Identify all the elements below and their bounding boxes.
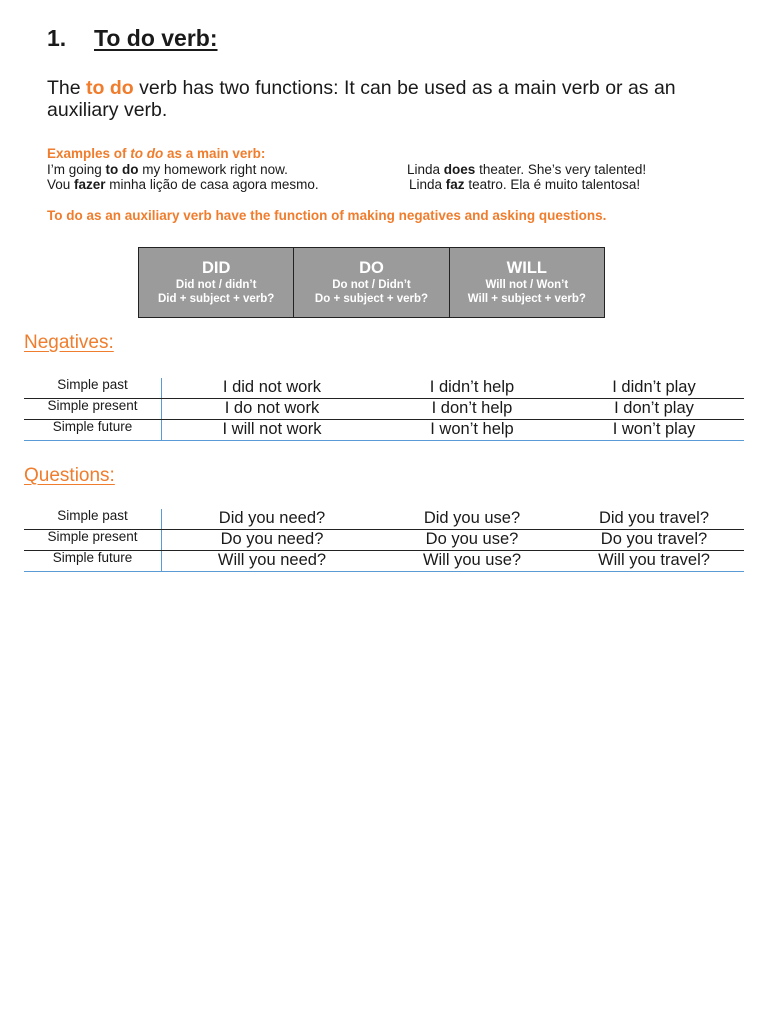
table-row	[24, 509, 744, 530]
table-cell: Do you need?	[220, 530, 324, 548]
tense-label: Simple present	[47, 398, 138, 413]
table-cell: Will you use?	[422, 551, 522, 569]
example-text: minha lição de casa agora mesmo.	[105, 177, 319, 192]
intro-text-end: verb has two functions: It can be used as a main verb or as an auxiliary verb.	[47, 77, 676, 121]
example-text: my homework right now.	[138, 162, 288, 177]
example-line-right-1	[407, 162, 646, 177]
aux-question-form: Do + subject + verb?	[314, 293, 429, 305]
table-cell: Do you use?	[425, 530, 519, 548]
table-cell: Do you travel?	[600, 530, 708, 548]
example-line-left-2	[47, 177, 319, 192]
table-cell: Will you travel?	[598, 551, 710, 569]
example-text: Vou	[47, 177, 75, 192]
table-row	[24, 399, 744, 420]
table-cell: I won’t help	[430, 420, 514, 438]
table-cell: I did not work	[222, 378, 322, 396]
example-bold: fazer	[74, 177, 106, 192]
example-text: Linda	[407, 162, 444, 177]
example-text: I’m going	[47, 162, 106, 177]
example-bold: faz	[445, 177, 465, 192]
section-number: 1.	[47, 25, 67, 51]
aux-title: DID	[201, 259, 231, 277]
aux-negative-form: Will not / Won’t	[485, 279, 569, 291]
tense-label: Simple present	[47, 529, 138, 544]
example-bold: does	[443, 162, 476, 177]
questions-title: Questions:	[24, 465, 115, 486]
example-line-right-2	[409, 177, 640, 192]
column-divider	[161, 509, 162, 529]
aux-cell-did	[139, 248, 294, 317]
aux-title: WILL	[506, 259, 547, 277]
section-title: To do verb:	[94, 25, 218, 51]
tense-label: Simple future	[52, 550, 133, 565]
aux-title: DO	[359, 259, 384, 277]
column-divider	[161, 530, 162, 550]
table-cell: I do not work	[224, 399, 320, 417]
column-divider	[161, 399, 162, 419]
table-cell: Did you use?	[423, 509, 521, 527]
example-text: theater. She’s very talented!	[475, 162, 647, 177]
negatives-table	[24, 378, 744, 441]
table-cell: I will not work	[222, 420, 322, 438]
table-cell: Did you travel?	[598, 509, 710, 527]
examples-heading-italic: to do	[130, 146, 164, 161]
examples-heading	[47, 146, 265, 161]
table-row	[24, 530, 744, 551]
table-cell: I didn’t play	[612, 378, 696, 396]
table-cell: Did you need?	[218, 509, 326, 527]
table-row	[24, 420, 744, 441]
examples-heading-end: as a main verb:	[163, 146, 266, 161]
tense-label: Simple future	[52, 419, 133, 434]
example-line-left-1	[47, 162, 288, 177]
aux-cell-do	[294, 248, 449, 317]
example-text: Linda	[409, 177, 446, 192]
intro-highlight: to do	[86, 77, 134, 99]
questions-table	[24, 509, 744, 572]
examples-heading-start: Examples of	[47, 146, 131, 161]
intro-text-start: The	[47, 77, 87, 99]
table-row	[24, 551, 744, 572]
aux-question-form: Did + subject + verb?	[158, 293, 275, 305]
aux-cell-will	[450, 248, 604, 317]
aux-negative-form: Did not / didn’t	[175, 279, 257, 291]
intro-paragraph	[47, 77, 737, 121]
auxiliary-verb-table	[138, 247, 605, 318]
table-cell: I don’t help	[431, 399, 513, 417]
column-divider	[161, 420, 162, 440]
example-bold: to do	[105, 162, 139, 177]
table-row	[24, 378, 744, 399]
table-cell: Will you need?	[217, 551, 327, 569]
section-heading	[47, 25, 218, 52]
tense-label: Simple past	[57, 508, 128, 523]
tense-label: Simple past	[57, 377, 128, 392]
negatives-title: Negatives:	[24, 332, 114, 353]
aux-negative-form: Do not / Didn’t	[332, 279, 411, 291]
table-cell: I didn’t help	[429, 378, 515, 396]
column-divider	[161, 378, 162, 398]
table-cell: I don’t play	[614, 399, 694, 417]
aux-question-form: Will + subject + verb?	[467, 293, 586, 305]
example-text: teatro. Ela é muito talentosa!	[464, 177, 641, 192]
column-divider	[161, 551, 162, 571]
auxiliary-note: To do as an auxiliary verb have the function of making negatives and asking questions.	[47, 208, 607, 223]
table-cell: I won’t play	[612, 420, 696, 438]
